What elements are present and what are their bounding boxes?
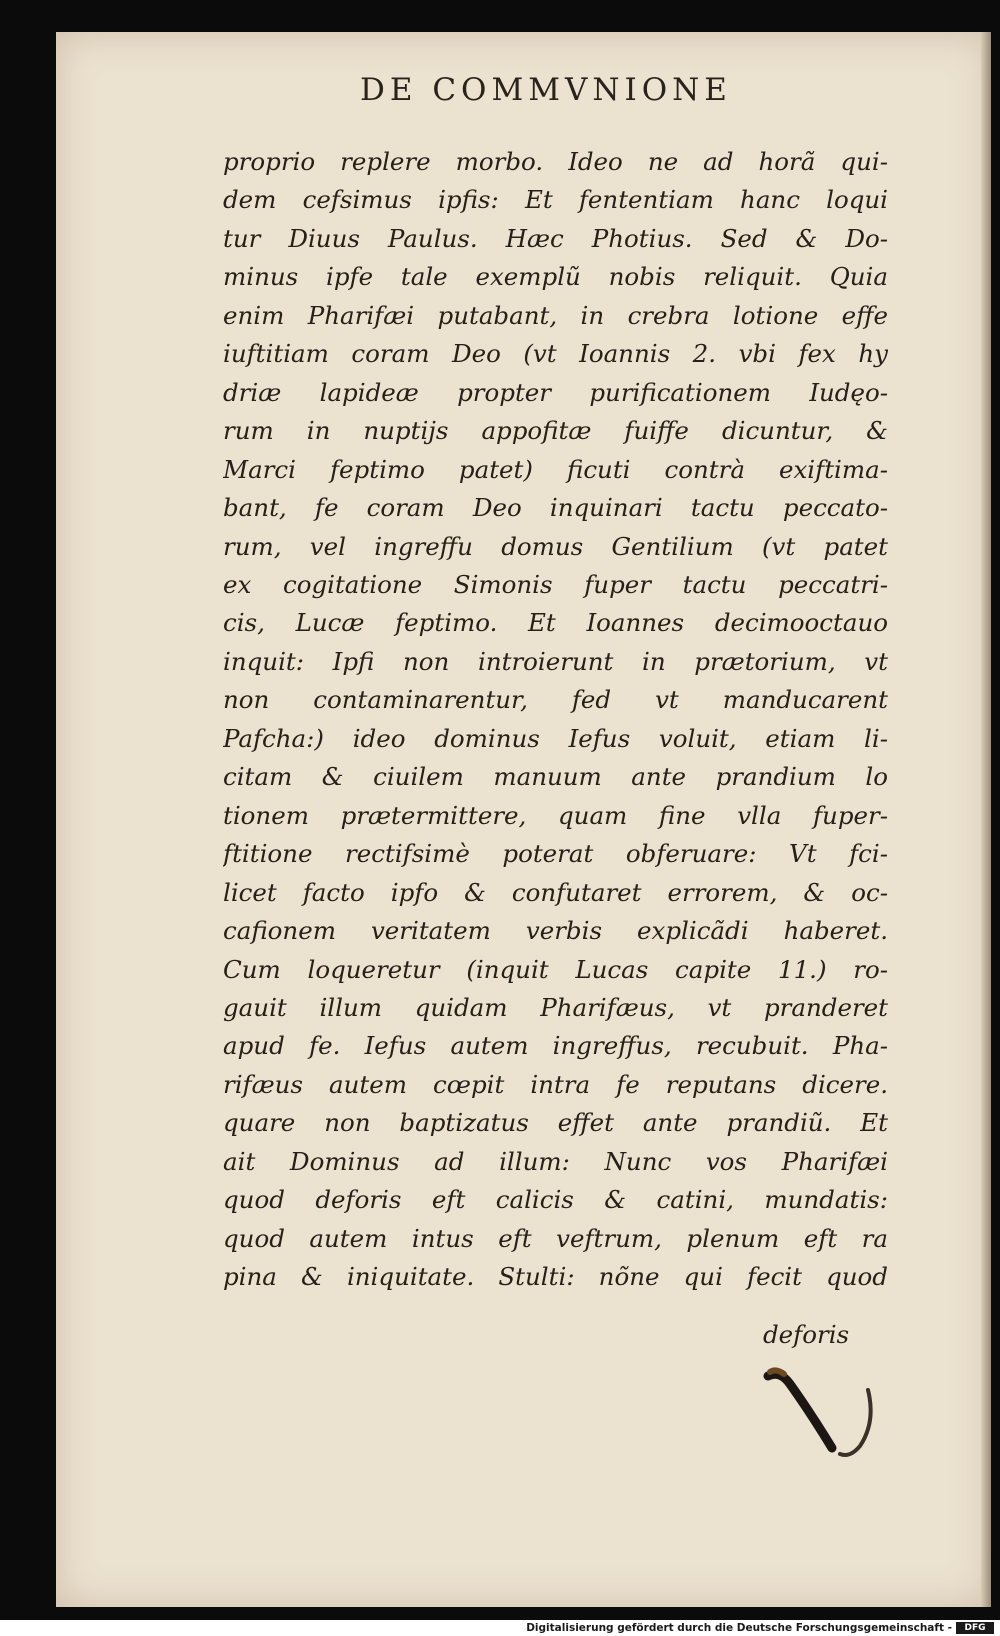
text-line: iuftitiam coram Deo (vt Ioannis 2. vbi fex hy (223, 339, 888, 369)
text-line: tionem prætermittere, quam fine vlla fuper- (223, 800, 888, 830)
text-line: rifæus autem cœpit intra fe reputans dicere. (223, 1069, 888, 1099)
text-line: quod deforis eft calicis & catini, mundatis: (223, 1185, 888, 1215)
body-text (223, 143, 888, 1297)
text-line: gauit illum quidam Pharifæus, vt pranderet (223, 992, 888, 1022)
text-line: proprio replere morbo. Ideo ne ad horã qui- (223, 147, 888, 176)
text-line: ex cogitatione Simonis fuper tactu peccatri- (223, 569, 888, 599)
text-line: pina & iniquitate. Stulti: nõne qui fecit quod (223, 1262, 888, 1292)
text-line: ftitione rectifsimè poterat obferuare: Vt fci- (223, 839, 888, 869)
text-line: licet facto ipfo & confutaret errorem, & oc- (223, 877, 888, 907)
text-line: dem cefsimus ipfis: Et fententiam hanc loqui (223, 185, 888, 215)
footer-credit: Digitalisierung gefördert durch die Deutsche Forschungsgemeinschaft - (526, 1622, 952, 1634)
text-line: Pafcha:) ideo dominus Iefus voluit, etiam li- (223, 723, 888, 753)
text-line: rum, vel ingreffu domus Gentilium (vt patet (223, 531, 888, 561)
text-line: Marci feptimo patet) ficuti contrà exiftima- (223, 454, 888, 484)
text-line: rum in nuptijs appofitæ fuiffe dicuntur, & (223, 416, 888, 446)
text-line: inquit: Ipfi non introierunt in prætorium, vt (223, 646, 888, 676)
text-line: ait Dominus ad illum: Nunc vos Pharifæi (223, 1146, 888, 1176)
text-line: driæ lapideæ propter purificationem Iudęo- (223, 377, 888, 407)
text-line: minus ipfe tale exemplũ nobis reliquit. Quia (223, 262, 888, 292)
ink-mark-icon (760, 1362, 890, 1462)
catchword: deforis (763, 1320, 850, 1349)
text-line: apud fe. Iefus autem ingreffus, recubuit. Pha- (223, 1031, 888, 1061)
text-line: Cum loqueretur (inquit Lucas capite 11.) ro- (223, 954, 888, 984)
text-line: cafionem veritatem verbis explicãdi haberet. (223, 916, 888, 946)
text-line: quod autem intus eft veftrum, plenum eft ra (223, 1223, 888, 1253)
text-line: non contaminarentur, fed vt manducarent (223, 685, 888, 715)
page-edge (981, 32, 991, 1607)
text-line: citam & ciuilem manuum ante prandium lo (223, 762, 888, 792)
text-line: enim Pharifæi putabant, in crebra lotione effe (223, 300, 888, 330)
dfg-logo: DFG (956, 1622, 994, 1634)
text-line: tur Diuus Paulus. Hæc Photius. Sed & Do- (223, 223, 888, 253)
running-head: DE COMMVNIONE (360, 72, 732, 108)
text-line: quare non baptizatus effet ante prandiũ. Et (223, 1108, 888, 1138)
text-line: cis, Lucæ feptimo. Et Ioannes decimooctauo (223, 608, 888, 638)
text-line: bant, fe coram Deo inquinari tactu peccato- (223, 493, 888, 523)
